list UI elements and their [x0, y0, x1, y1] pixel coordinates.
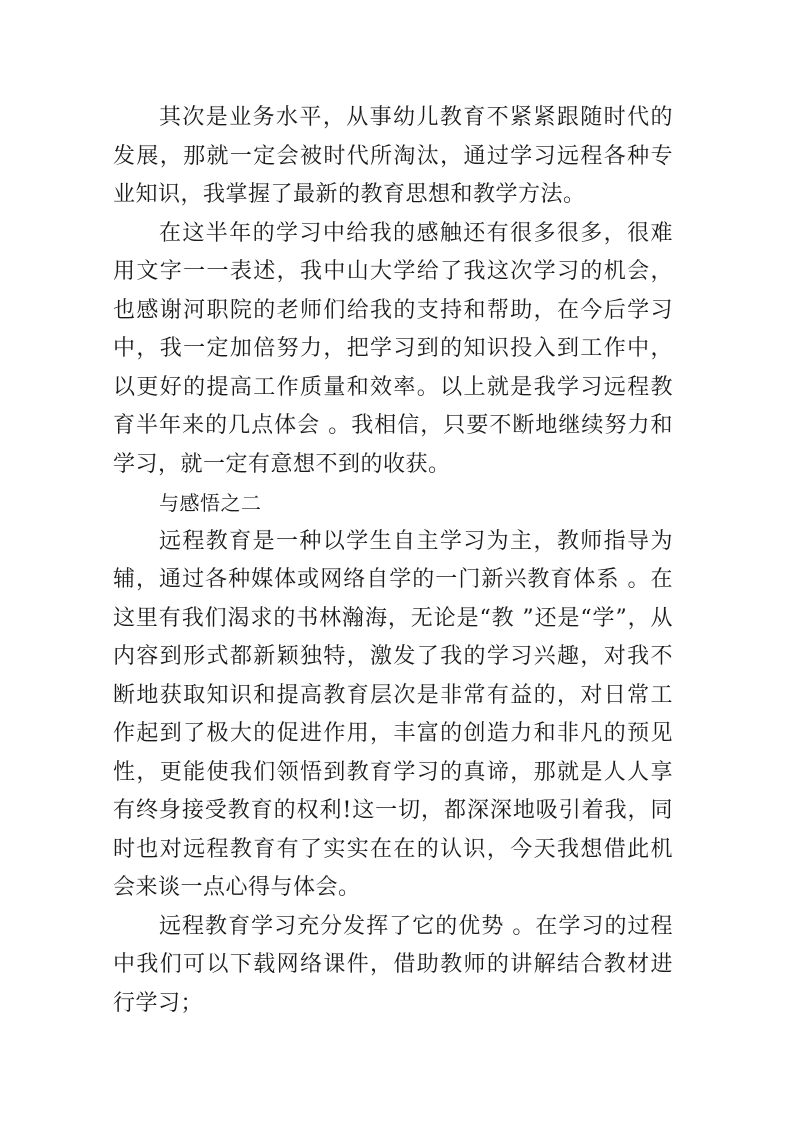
paragraph-half-year-reflection: 在这半年的学习中给我的感触还有很多很多，很难用文字一一表述，我中山大学给了我这次学习的机会，也感谢河职院的老师们给我的支持和帮助，在今后学习中，我一定加倍努力，把学习到的知识投入到工作中，以更好的提高工作质量和效率。以上就是我学习远程教育半年来的几点体会 。我相信，只要不断地继续努力和学习，就一定有意想不到的收获。 [113, 220, 673, 477]
paragraph-distance-education-intro: 远程教育是一种以学生自主学习为主，教师指导为辅，通过各种媒体或网络自学的一门新兴教育体系 。在这里有我们渴求的书林瀚海，无论是“教 ”还是“学”，从内容到形式都新颖独特，激发了我的学习兴趣，对我不断地获取知识和提高教育层次是非常有益的，对日常工作起到了极大的促进作用，丰富的创造力和非凡的预见性，更能使我们领悟到教育学习的真谛，那就是人人享有终身接受教育的权利!这一切，都深深地吸引着我，同时也对远程教育有了实实在在的认识，今天我想借此机会来谈一点心得与体会。 [113, 528, 673, 900]
document-body [113, 99, 673, 1023]
paragraph-business-level: 其次是业务水平，从事幼儿教育不紧紧跟随时代的发展，那就一定会被时代所淘汰，通过学习远程各种专业知识，我掌握了最新的教育思想和教学方法。 [113, 105, 673, 207]
paragraph-distance-education-advantage: 远程教育学习充分发挥了它的优势 。在学习的过程中我们可以下载网络课件，借助教师的讲解结合教材进行学习； [113, 913, 673, 1016]
section-heading: 与感悟之二 [159, 491, 262, 515]
